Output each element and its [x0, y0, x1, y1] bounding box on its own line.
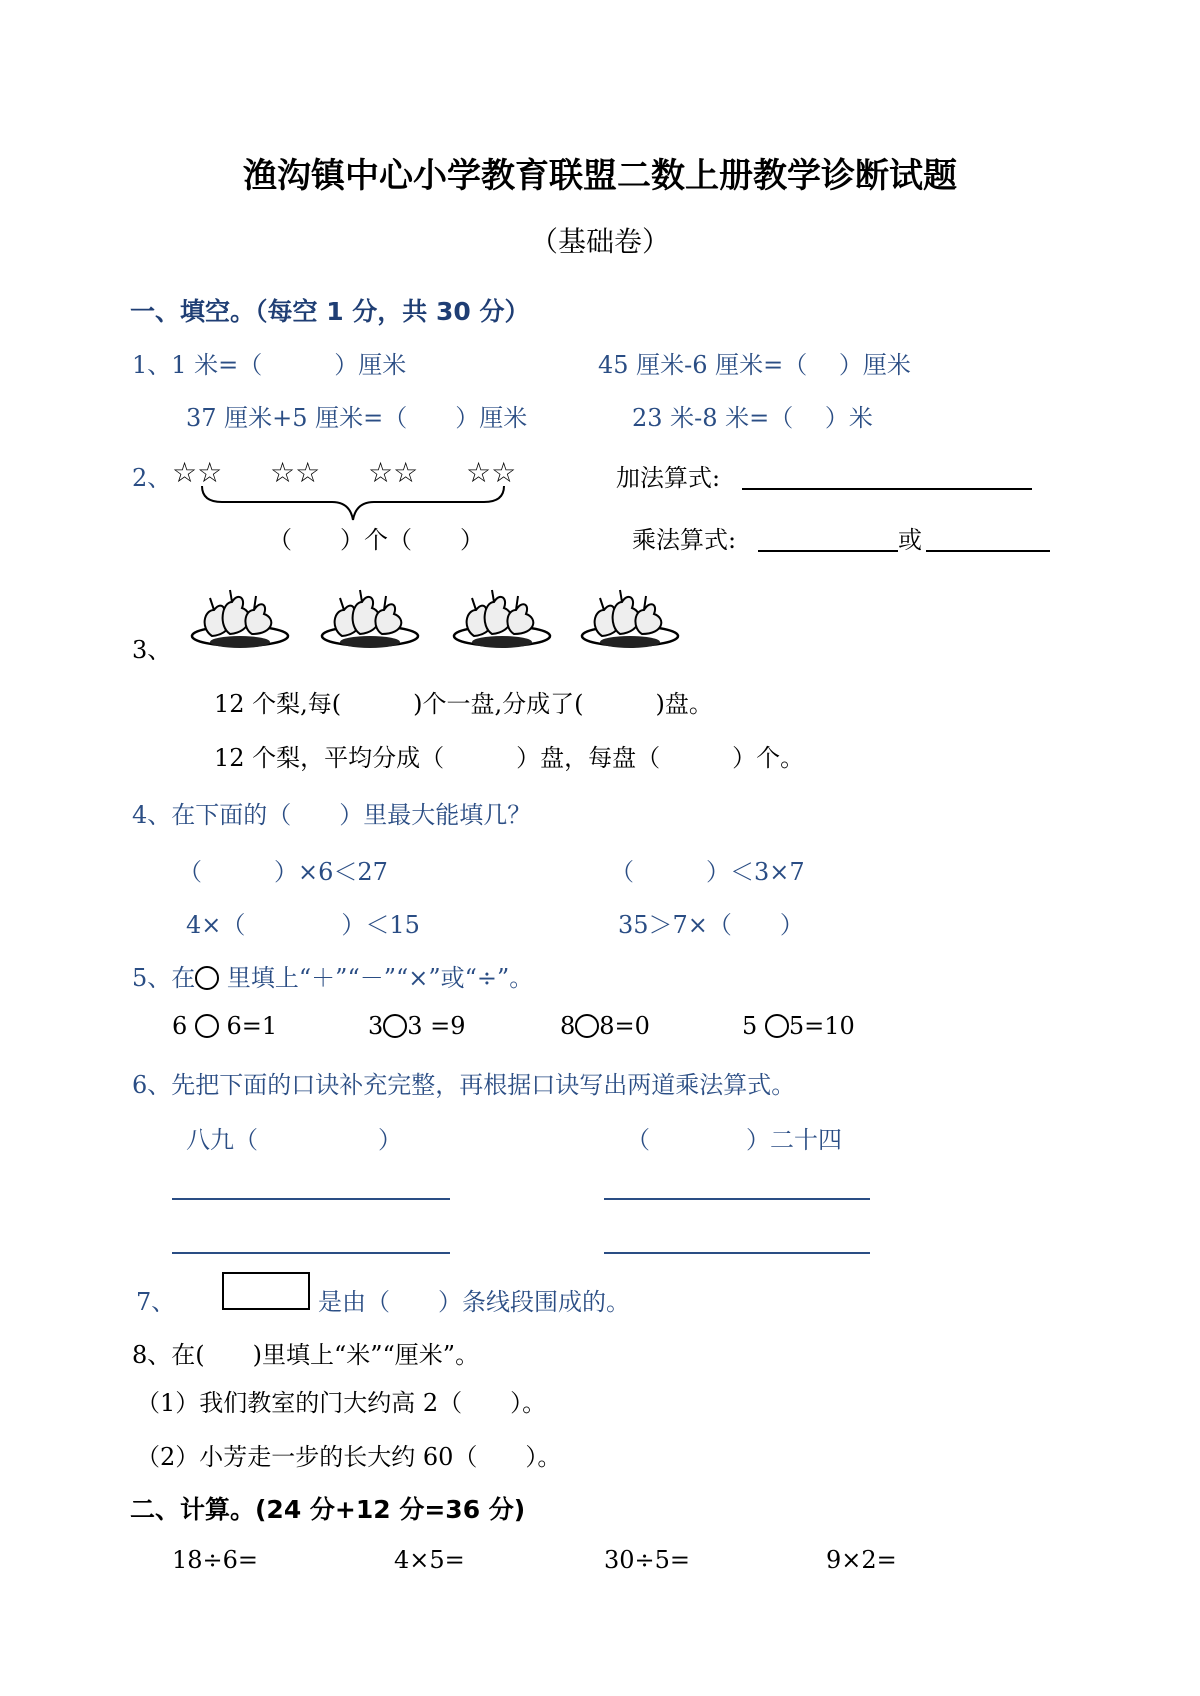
calc-item-2: 4×5=: [394, 1546, 465, 1574]
calc-item-1: 18÷6=: [172, 1546, 259, 1574]
q1-d: 23 米-8 米=（ ）米: [632, 404, 873, 432]
q5-prefix: 5、在: [132, 964, 196, 992]
q5-item-2[interactable]: 3 3 =9: [368, 1012, 466, 1040]
mul-answer-line-2[interactable]: [926, 550, 1050, 552]
q6-a: 八九（ ）: [186, 1126, 402, 1154]
q2-add-label: 加法算式:: [616, 464, 721, 492]
q5-item-1[interactable]: 6 6=1: [172, 1012, 278, 1040]
answer-circle[interactable]: [383, 1014, 407, 1038]
answer-circle[interactable]: [575, 1014, 599, 1038]
calc-item-3: 30÷5=: [604, 1546, 691, 1574]
q8-b: （2）小芳走一步的长大约 60（ ）。: [136, 1443, 562, 1471]
pear-plate-icon: [192, 590, 288, 648]
add-answer-line[interactable]: [742, 488, 1032, 490]
q5-suffix: 里填上“＋”“－”“×”或“÷”。: [219, 964, 534, 992]
answer-circle[interactable]: [195, 1014, 219, 1038]
q4-prompt: 4、在下面的（ ）里最大能填几？: [132, 801, 532, 829]
section2-heading: 二、计算。(24 分+12 分=36 分): [130, 1495, 526, 1524]
star-group-2: ☆☆: [270, 456, 321, 489]
q8-a: （1）我们教室的门大约高 2（ ）。: [136, 1389, 547, 1417]
q6-answer-line-1[interactable]: [172, 1198, 450, 1200]
circle-icon: [195, 966, 219, 990]
page-subtitle: （基础卷）: [529, 225, 670, 258]
q2-mul-label: 乘法算式:: [632, 526, 737, 554]
pear-plates-image: [190, 584, 690, 664]
q7-text: 是由（ ）条线段围成的。: [318, 1288, 630, 1316]
q1-a: 1、1 米=（ ）厘米: [132, 351, 407, 379]
q7-label: 7、: [136, 1288, 176, 1316]
rectangle-figure: [222, 1272, 310, 1310]
section1-heading: 一、填空。（每空 1 分，共 30 分）: [130, 297, 530, 326]
q6-answer-line-2[interactable]: [604, 1198, 870, 1200]
q8-prompt: 8、在( )里填上“米”“厘米”。: [132, 1341, 480, 1369]
mul-answer-line-1[interactable]: [758, 550, 898, 552]
q3-label: 3、: [132, 636, 172, 664]
page-title: 渔沟镇中心小学教育联盟二数上册教学诊断试题: [243, 156, 957, 196]
q4-b: （ ）＜3×7: [610, 858, 805, 886]
q2-or: 或: [898, 526, 922, 554]
q4-c: 4×（ ）＜15: [186, 911, 420, 939]
star-group-3: ☆☆: [368, 456, 419, 489]
q1-c: 37 厘米+5 厘米=（ ）厘米: [186, 404, 528, 432]
q6-b: （ ）二十四: [626, 1126, 842, 1154]
calc-item-4: 9×2=: [826, 1546, 897, 1574]
star-group-1: ☆☆: [172, 456, 223, 489]
q2-brace-text: （ ）个（ ）: [268, 526, 484, 554]
q5-prompt: [132, 958, 533, 993]
q6-answer-line-3[interactable]: [172, 1252, 450, 1254]
q1-b: 45 厘米-6 厘米=（ ）厘米: [598, 351, 911, 379]
q4-d: 35＞7×（ ）: [618, 911, 804, 939]
star-group-4: ☆☆: [466, 456, 517, 489]
q5-item-4[interactable]: 5 5=10: [742, 1012, 855, 1040]
answer-circle[interactable]: [765, 1014, 789, 1038]
q3-line1: 12 个梨,每( )个一盘,分成了( )盘。: [214, 690, 713, 718]
q6-prompt: 6、先把下面的口诀补充完整，再根据口诀写出两道乘法算式。: [132, 1071, 796, 1099]
q6-answer-line-4[interactable]: [604, 1252, 870, 1254]
curly-brace: [198, 484, 508, 524]
q3-line2: 12 个梨，平均分成（ ）盘，每盘（ ）个。: [214, 744, 805, 772]
q2-label: 2、: [132, 464, 172, 492]
q5-item-3[interactable]: 8 8=0: [560, 1012, 650, 1040]
q4-a: （ ）×6＜27: [178, 858, 388, 886]
